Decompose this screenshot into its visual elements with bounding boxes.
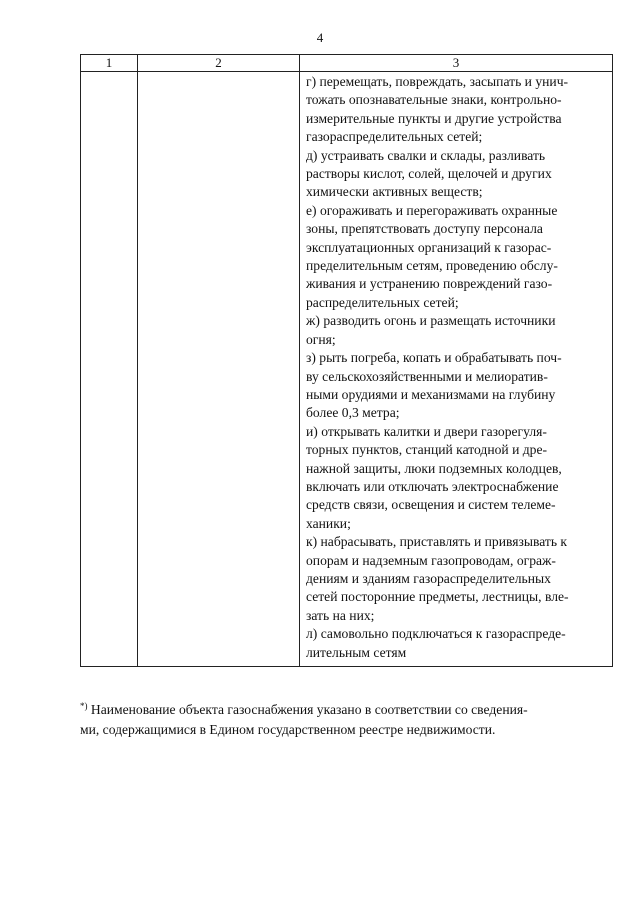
table-row [81,72,613,667]
restriction-line: более 0,3 метра; [306,405,400,421]
restriction-line: распределительных сетей; [306,294,459,310]
restrictions-list [300,72,612,662]
restriction-line: химически активных веществ; [306,184,483,200]
restrictions-table [80,54,613,667]
restriction-line: тожать опознавательные знаки, контрольно- [306,92,562,108]
restriction-line: ву сельскохозяйственными и мелиоратив- [306,368,548,384]
restriction-line: е) огораживать и перегораживать охранные [306,202,558,218]
restriction-line: растворы кислот, солей, щелочей и других [306,166,552,182]
column-header-3: 3 [300,55,613,72]
restriction-line: ными орудиями и механизмами на глубину [306,386,556,402]
footnote-line-1 [80,700,615,720]
restriction-line: д) устраивать свалки и склады, разливать [306,147,546,163]
restriction-line: зоны, препятствовать доступу персонала [306,221,543,237]
restriction-line: и) открывать калитки и двери газорегуля- [306,423,547,439]
footnote-text-1: Наименование объекта газоснабжения указано в соответствии со сведения- [87,702,528,717]
restriction-line: ханики; [306,515,351,531]
table-header-row [81,55,613,72]
restriction-line: к) набрасывать, приставлять и привязывать к [306,534,568,550]
restriction-line: включать или отключать электроснабжение [306,478,559,494]
restriction-line: измерительные пункты и другие устройства [306,110,562,126]
restriction-line: средств связи, освещения и систем телеме- [306,497,556,513]
table-cell-col2 [138,72,300,667]
column-header-1: 1 [81,55,138,72]
restriction-line: живания и устранению повреждений газо- [306,276,553,292]
column-header-2: 2 [138,55,300,72]
footnote [80,700,615,740]
restriction-line: г) перемещать, повреждать, засыпать и унич- [306,74,569,89]
restriction-line: сетей посторонние предметы, лестницы, вле- [306,589,569,605]
restriction-line: газораспределительных сетей; [306,129,483,145]
footnote-marker: *) [80,701,88,711]
restriction-line: нажной защиты, люки подземных колодцев, [306,460,562,476]
restriction-line: лительным сетям [306,644,407,660]
restriction-line: ж) разводить огонь и размещать источники [306,313,556,329]
restriction-line: огня; [306,331,336,347]
restriction-line: л) самовольно подключаться к газораспреде- [306,626,566,642]
restriction-line: дениям и зданиям газораспределительных [306,570,551,586]
restriction-line: зать на них; [306,607,375,623]
page-number: 4 [316,30,324,45]
restriction-line: опорам и надземным газопроводам, ограж- [306,552,556,568]
restriction-line: торных пунктов, станций катодной и дре- [306,442,548,458]
restriction-line: эксплуатационных организаций к газорас- [306,239,552,255]
restriction-line: з) рыть погреба, копать и обрабатывать поч- [306,350,562,366]
restriction-line: пределительным сетям, проведению обслу- [306,258,558,274]
footnote-line-2: ми, содержащимися в Едином государственном реестре недвижимости. [80,722,496,737]
table-cell-col3 [300,72,613,667]
table-cell-col1 [81,72,138,667]
